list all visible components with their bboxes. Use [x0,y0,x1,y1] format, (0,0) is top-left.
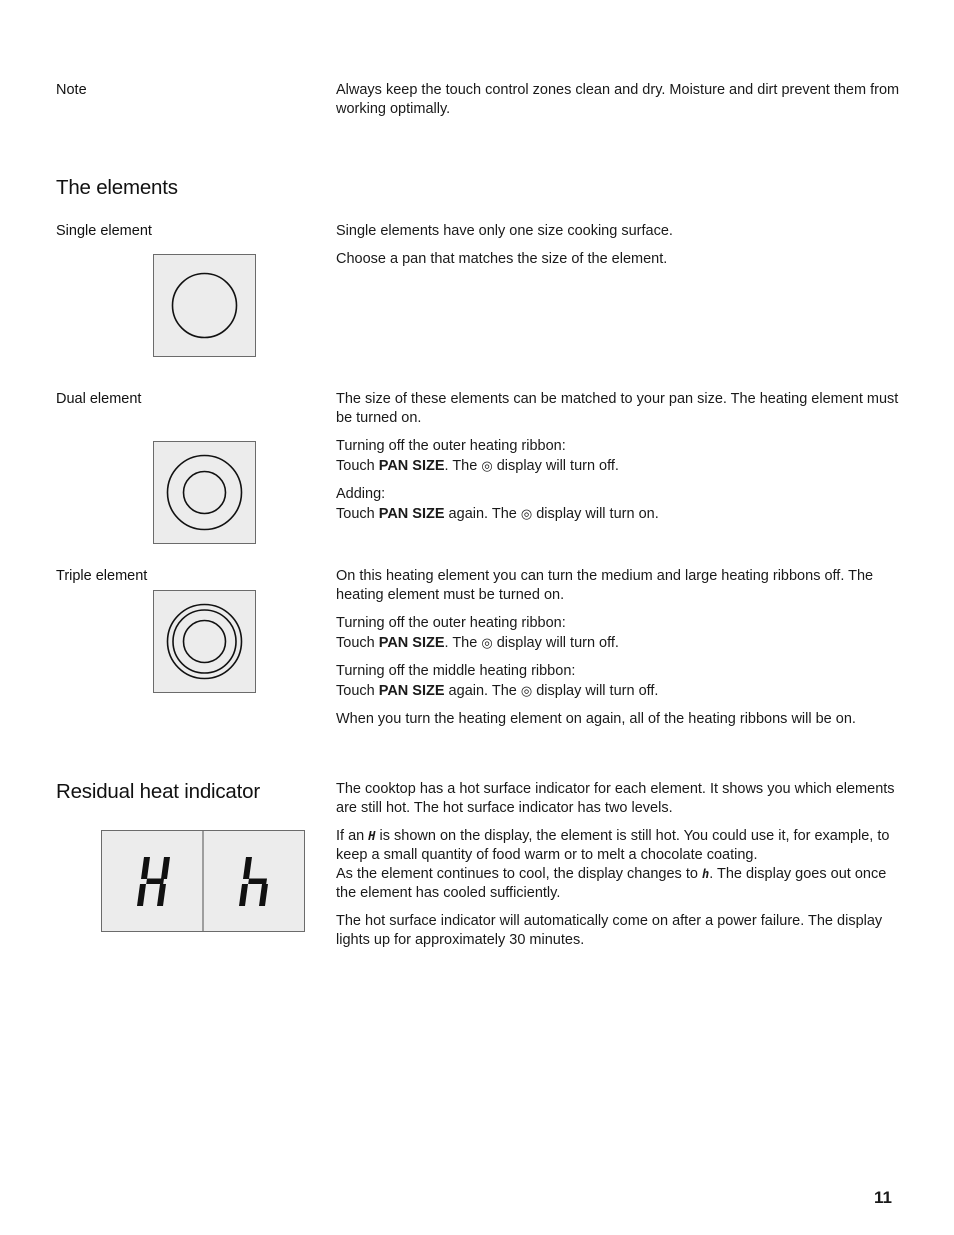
segment-h-icon [239,857,268,906]
single-element-label: Single element [56,223,152,239]
single-ring-icon [154,255,255,356]
elements-heading: The elements [56,176,178,199]
dual-p3-end: display will turn on. [532,506,659,522]
note-text [336,81,901,119]
ring-symbol-icon: ◎ [520,683,533,698]
triple-p4: When you turn the heating element on again, all of the heating ribbons will be on. [336,711,856,727]
segment-h-symbol-icon: h [701,867,710,881]
triple-p3-touch: Touch [336,683,379,699]
single-element-diagram [153,254,256,357]
single-p2: Choose a pan that matches the size of the element. [336,251,668,267]
triple-ring-icon [154,591,255,692]
dual-p2-line1: Turning off the outer heating ribbon: [336,438,566,454]
triple-element-text [336,567,901,729]
dual-p1: The size of these elements can be matched to your pan size. The heating element must be turned on. [336,391,899,426]
triple-p2-end: display will turn off. [492,635,619,651]
dual-p2 [336,437,901,476]
single-p1: Single elements have only one size cooking surface. [336,223,673,239]
residual-p2-c: As the element continues to cool, the display changes to [336,866,702,882]
dual-ring-icon [154,442,255,543]
triple-p1: On this heating element you can turn the medium and large heating ribbons off. The heating element must be turned on. [336,568,874,603]
dual-p2-touch: Touch [336,458,379,474]
dual-element-text [336,390,901,524]
dual-element-diagram [153,441,256,544]
triple-p3-end: display will turn off. [532,683,659,699]
segment-H-symbol-icon: H [368,829,376,843]
pan-size-key: PAN SIZE [378,635,445,651]
residual-heading: Residual heat indicator [56,780,260,803]
triple-element-diagram [153,590,256,693]
residual-p2-d: . The display goes out once the element has cooled sufficiently. [336,866,887,901]
triple-p3-mid: again. The [444,683,521,699]
note-label: Note [56,82,87,98]
seven-segment-display-icon [102,831,304,931]
dual-p2-end: display will turn off. [492,458,619,474]
pan-size-key: PAN SIZE [378,458,445,474]
page-number: 11 [874,1188,892,1207]
triple-p2-touch: Touch [336,635,379,651]
single-element-text [336,222,901,269]
note-paragraph: Always keep the touch control zones clean and dry. Moisture and dirt prevent them from working optimally. [336,82,900,117]
triple-p3 [336,662,901,701]
triple-p2-mid: . The [444,635,482,651]
dual-p3-touch: Touch [336,506,379,522]
residual-p2 [336,827,901,903]
dual-ring-symbol-icon: ◎ [481,458,493,473]
triple-p2-line1: Turning off the outer heating ribbon: [336,615,566,631]
residual-heat-display [101,830,305,932]
pan-size-key: PAN SIZE [378,683,445,699]
pan-size-key: PAN SIZE [378,506,445,522]
residual-p3: The hot surface indicator will automatically come on after a power failure. The display lights up for approximately 30 minutes. [336,913,883,948]
dual-p3-mid: again. The [444,506,521,522]
dual-element-label: Dual element [56,391,142,407]
dual-p3-line1: Adding: [336,486,386,502]
triple-p2 [336,614,901,653]
dual-p2-mid: . The [444,458,482,474]
residual-p2-b: is shown on the display, the element is still hot. You could use it, for example, to keep a small quantity of food warm or to melt a chocolate coating. [336,828,890,863]
dual-p3 [336,485,901,524]
residual-text [336,780,901,950]
triple-element-label: Triple element [56,568,148,584]
segment-H-icon [137,857,170,906]
residual-p1: The cooktop has a hot surface indicator for each element. It shows you which elements are still hot. The hot surface indicator has two levels. [336,781,895,816]
residual-p2-a: If an [336,828,369,844]
dual-ring-symbol-icon: ◎ [520,506,533,521]
ring-symbol-icon: ◎ [481,635,493,650]
triple-p3-line1: Turning off the middle heating ribbon: [336,663,576,679]
